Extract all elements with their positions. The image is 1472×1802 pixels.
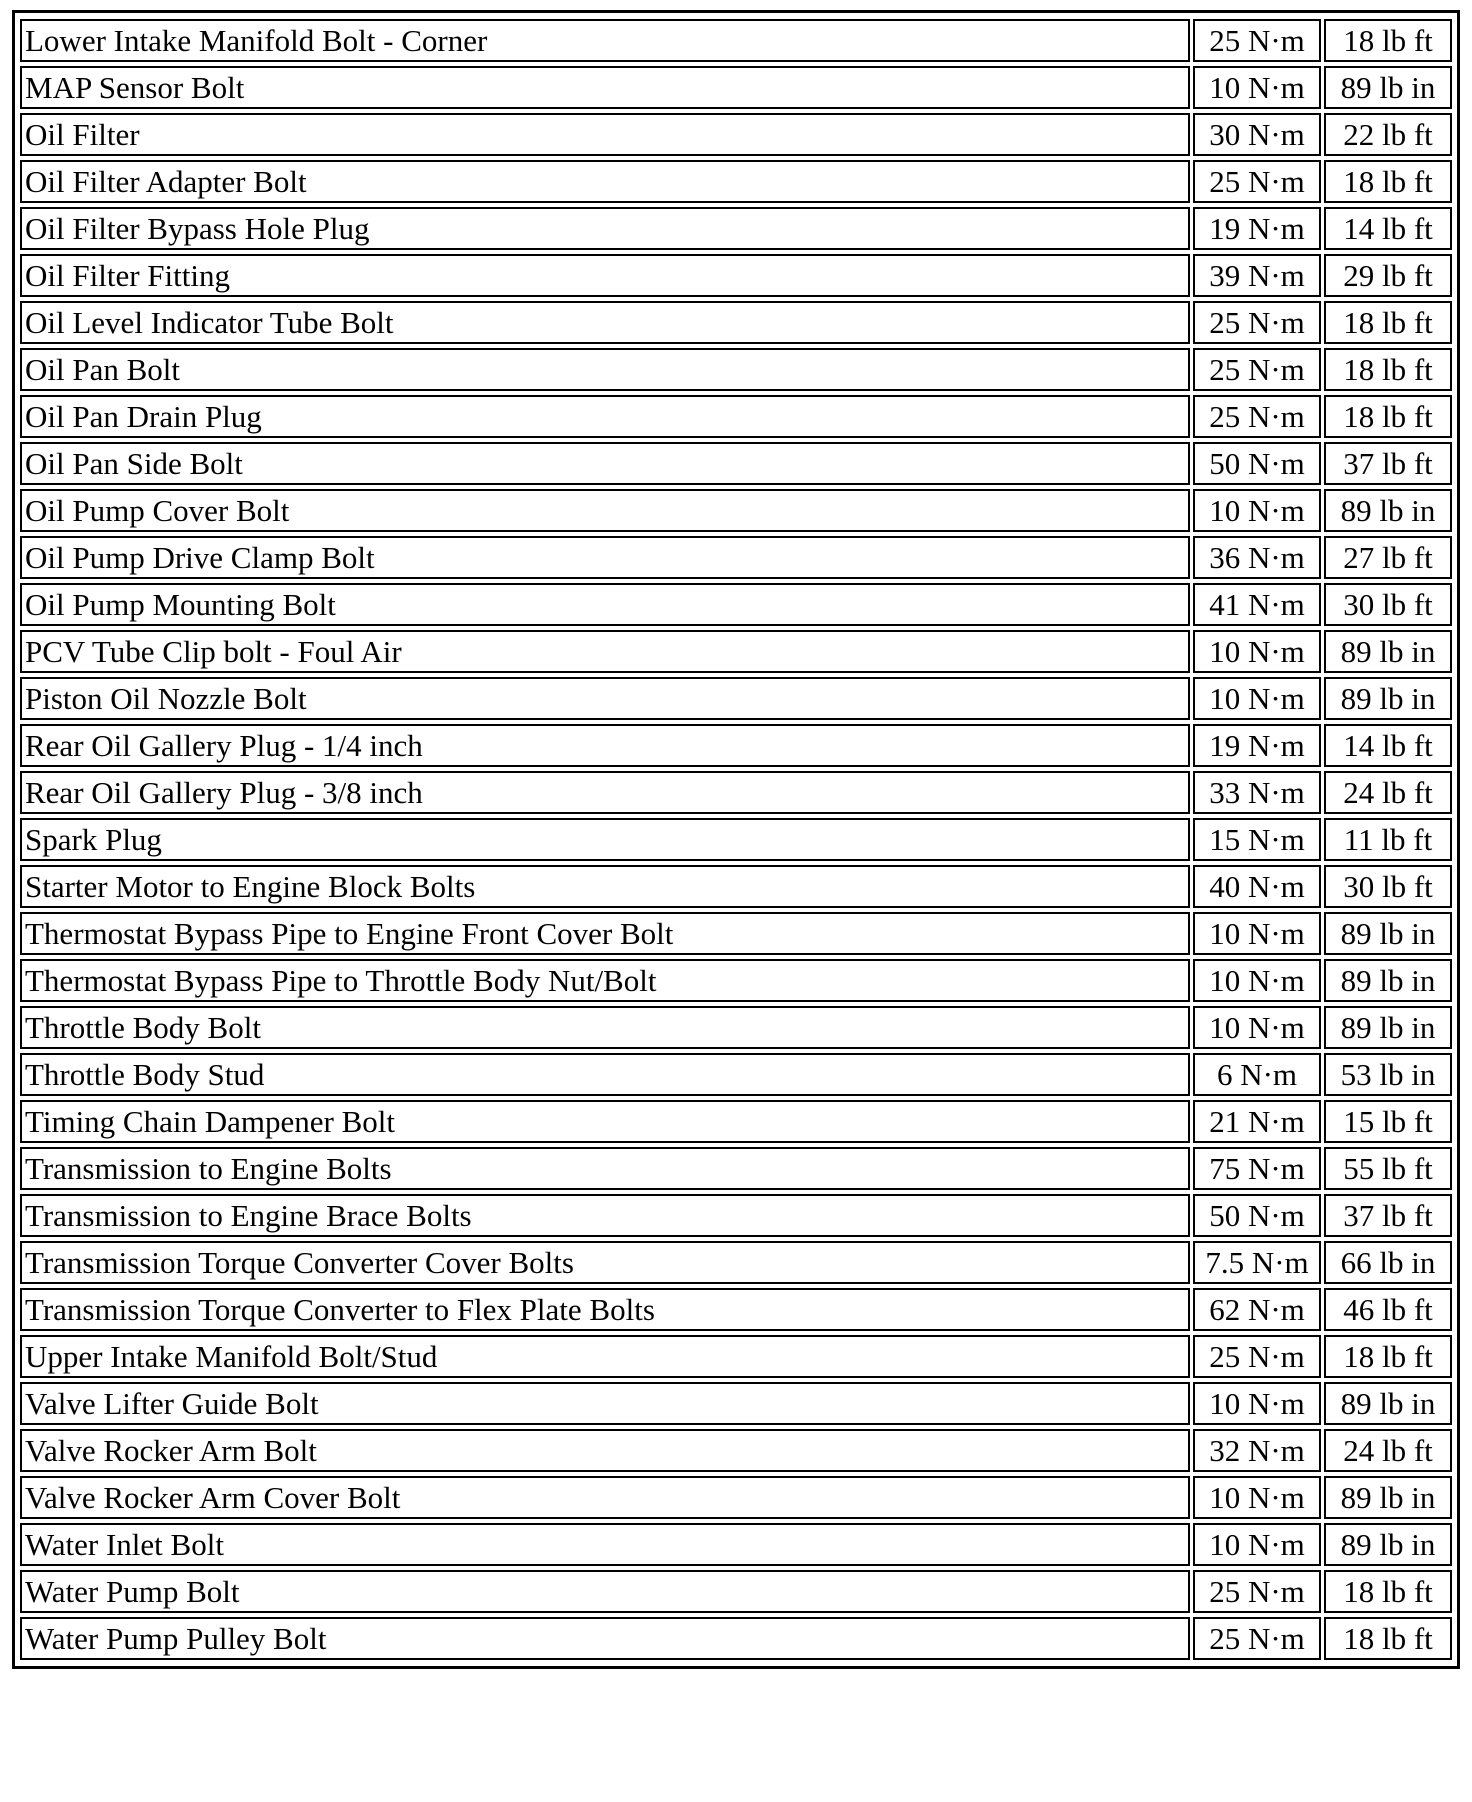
component-cell: Oil Filter Adapter Bolt <box>20 160 1190 203</box>
component-cell: Rear Oil Gallery Plug - 3/8 inch <box>20 771 1190 814</box>
component-cell: Water Pump Pulley Bolt <box>20 1617 1190 1660</box>
english-torque-cell: 89 lb in <box>1324 66 1452 109</box>
metric-torque-cell: 25 N·m <box>1193 348 1321 391</box>
metric-torque-cell: 40 N·m <box>1193 865 1321 908</box>
english-torque-cell: 55 lb ft <box>1324 1147 1452 1190</box>
component-cell: Oil Pan Bolt <box>20 348 1190 391</box>
table-row <box>20 19 1452 62</box>
english-torque-cell: 24 lb ft <box>1324 1429 1452 1472</box>
table-row <box>20 865 1452 908</box>
english-torque-cell: 89 lb in <box>1324 1476 1452 1519</box>
english-torque-cell: 14 lb ft <box>1324 724 1452 767</box>
metric-torque-cell: 19 N·m <box>1193 724 1321 767</box>
metric-torque-cell: 19 N·m <box>1193 207 1321 250</box>
metric-torque-cell: 50 N·m <box>1193 442 1321 485</box>
component-cell: Oil Pan Side Bolt <box>20 442 1190 485</box>
component-cell: Starter Motor to Engine Block Bolts <box>20 865 1190 908</box>
table-row <box>20 1476 1452 1519</box>
component-cell: Spark Plug <box>20 818 1190 861</box>
metric-torque-cell: 21 N·m <box>1193 1100 1321 1143</box>
metric-torque-cell: 7.5 N·m <box>1193 1241 1321 1284</box>
metric-torque-cell: 10 N·m <box>1193 66 1321 109</box>
metric-torque-cell: 10 N·m <box>1193 1382 1321 1425</box>
component-cell: Thermostat Bypass Pipe to Throttle Body Nut/Bolt <box>20 959 1190 1002</box>
metric-torque-cell: 25 N·m <box>1193 19 1321 62</box>
table-row <box>20 1194 1452 1237</box>
component-cell: Oil Pump Drive Clamp Bolt <box>20 536 1190 579</box>
component-cell: Throttle Body Stud <box>20 1053 1190 1096</box>
component-cell: Valve Rocker Arm Bolt <box>20 1429 1190 1472</box>
component-cell: Transmission to Engine Brace Bolts <box>20 1194 1190 1237</box>
table-row <box>20 724 1452 767</box>
metric-torque-cell: 15 N·m <box>1193 818 1321 861</box>
table-row <box>20 536 1452 579</box>
english-torque-cell: 18 lb ft <box>1324 395 1452 438</box>
table-row <box>20 1335 1452 1378</box>
component-cell: PCV Tube Clip bolt - Foul Air <box>20 630 1190 673</box>
metric-torque-cell: 10 N·m <box>1193 1523 1321 1566</box>
metric-torque-cell: 32 N·m <box>1193 1429 1321 1472</box>
table-row <box>20 348 1452 391</box>
table-row <box>20 66 1452 109</box>
metric-torque-cell: 30 N·m <box>1193 113 1321 156</box>
english-torque-cell: 89 lb in <box>1324 912 1452 955</box>
table-row <box>20 1006 1452 1049</box>
table-row <box>20 489 1452 532</box>
component-cell: Oil Pump Mounting Bolt <box>20 583 1190 626</box>
metric-torque-cell: 10 N·m <box>1193 912 1321 955</box>
english-torque-cell: 66 lb in <box>1324 1241 1452 1284</box>
table-row <box>20 207 1452 250</box>
metric-torque-cell: 25 N·m <box>1193 395 1321 438</box>
torque-table <box>17 15 1455 1664</box>
english-torque-cell: 89 lb in <box>1324 489 1452 532</box>
table-row <box>20 1100 1452 1143</box>
component-cell: Transmission Torque Converter to Flex Plate Bolts <box>20 1288 1190 1331</box>
table-row <box>20 113 1452 156</box>
table-row <box>20 1570 1452 1613</box>
component-cell: Water Inlet Bolt <box>20 1523 1190 1566</box>
english-torque-cell: 29 lb ft <box>1324 254 1452 297</box>
metric-torque-cell: 10 N·m <box>1193 1006 1321 1049</box>
english-torque-cell: 18 lb ft <box>1324 1570 1452 1613</box>
metric-torque-cell: 25 N·m <box>1193 1570 1321 1613</box>
table-row <box>20 677 1452 720</box>
table-row <box>20 630 1452 673</box>
english-torque-cell: 37 lb ft <box>1324 442 1452 485</box>
table-row <box>20 442 1452 485</box>
metric-torque-cell: 39 N·m <box>1193 254 1321 297</box>
component-cell: Timing Chain Dampener Bolt <box>20 1100 1190 1143</box>
english-torque-cell: 37 lb ft <box>1324 1194 1452 1237</box>
table-row <box>20 1382 1452 1425</box>
table-row <box>20 583 1452 626</box>
english-torque-cell: 89 lb in <box>1324 677 1452 720</box>
english-torque-cell: 89 lb in <box>1324 1006 1452 1049</box>
component-cell: Upper Intake Manifold Bolt/Stud <box>20 1335 1190 1378</box>
component-cell: Lower Intake Manifold Bolt - Corner <box>20 19 1190 62</box>
metric-torque-cell: 75 N·m <box>1193 1147 1321 1190</box>
table-row <box>20 1617 1452 1660</box>
english-torque-cell: 89 lb in <box>1324 1382 1452 1425</box>
table-row <box>20 1241 1452 1284</box>
metric-torque-cell: 10 N·m <box>1193 1476 1321 1519</box>
metric-torque-cell: 10 N·m <box>1193 489 1321 532</box>
table-row <box>20 395 1452 438</box>
english-torque-cell: 24 lb ft <box>1324 771 1452 814</box>
english-torque-cell: 18 lb ft <box>1324 348 1452 391</box>
english-torque-cell: 89 lb in <box>1324 630 1452 673</box>
table-row <box>20 771 1452 814</box>
table-row <box>20 1288 1452 1331</box>
component-cell: Throttle Body Bolt <box>20 1006 1190 1049</box>
component-cell: Water Pump Bolt <box>20 1570 1190 1613</box>
table-row <box>20 1147 1452 1190</box>
english-torque-cell: 15 lb ft <box>1324 1100 1452 1143</box>
metric-torque-cell: 25 N·m <box>1193 1617 1321 1660</box>
table-row <box>20 1053 1452 1096</box>
component-cell: Valve Rocker Arm Cover Bolt <box>20 1476 1190 1519</box>
english-torque-cell: 18 lb ft <box>1324 301 1452 344</box>
component-cell: Oil Filter Fitting <box>20 254 1190 297</box>
english-torque-cell: 46 lb ft <box>1324 1288 1452 1331</box>
component-cell: Piston Oil Nozzle Bolt <box>20 677 1190 720</box>
english-torque-cell: 18 lb ft <box>1324 19 1452 62</box>
component-cell: Oil Pump Cover Bolt <box>20 489 1190 532</box>
table-body <box>20 19 1452 1660</box>
metric-torque-cell: 10 N·m <box>1193 677 1321 720</box>
component-cell: Transmission to Engine Bolts <box>20 1147 1190 1190</box>
metric-torque-cell: 25 N·m <box>1193 1335 1321 1378</box>
component-cell: Oil Filter <box>20 113 1190 156</box>
metric-torque-cell: 36 N·m <box>1193 536 1321 579</box>
english-torque-cell: 30 lb ft <box>1324 583 1452 626</box>
metric-torque-cell: 10 N·m <box>1193 630 1321 673</box>
metric-torque-cell: 62 N·m <box>1193 1288 1321 1331</box>
metric-torque-cell: 6 N·m <box>1193 1053 1321 1096</box>
english-torque-cell: 53 lb in <box>1324 1053 1452 1096</box>
metric-torque-cell: 10 N·m <box>1193 959 1321 1002</box>
metric-torque-cell: 25 N·m <box>1193 160 1321 203</box>
component-cell: Valve Lifter Guide Bolt <box>20 1382 1190 1425</box>
component-cell: Thermostat Bypass Pipe to Engine Front Cover Bolt <box>20 912 1190 955</box>
english-torque-cell: 11 lb ft <box>1324 818 1452 861</box>
table-row <box>20 959 1452 1002</box>
metric-torque-cell: 25 N·m <box>1193 301 1321 344</box>
english-torque-cell: 30 lb ft <box>1324 865 1452 908</box>
component-cell: Rear Oil Gallery Plug - 1/4 inch <box>20 724 1190 767</box>
table-row <box>20 254 1452 297</box>
component-cell: MAP Sensor Bolt <box>20 66 1190 109</box>
english-torque-cell: 22 lb ft <box>1324 113 1452 156</box>
table-row <box>20 818 1452 861</box>
component-cell: Transmission Torque Converter Cover Bolts <box>20 1241 1190 1284</box>
metric-torque-cell: 33 N·m <box>1193 771 1321 814</box>
english-torque-cell: 89 lb in <box>1324 959 1452 1002</box>
table-row <box>20 160 1452 203</box>
table-row <box>20 1429 1452 1472</box>
english-torque-cell: 89 lb in <box>1324 1523 1452 1566</box>
english-torque-cell: 18 lb ft <box>1324 160 1452 203</box>
english-torque-cell: 14 lb ft <box>1324 207 1452 250</box>
english-torque-cell: 18 lb ft <box>1324 1617 1452 1660</box>
table-row <box>20 912 1452 955</box>
component-cell: Oil Pan Drain Plug <box>20 395 1190 438</box>
torque-spec-table <box>12 10 1460 1669</box>
english-torque-cell: 18 lb ft <box>1324 1335 1452 1378</box>
component-cell: Oil Level Indicator Tube Bolt <box>20 301 1190 344</box>
component-cell: Oil Filter Bypass Hole Plug <box>20 207 1190 250</box>
metric-torque-cell: 50 N·m <box>1193 1194 1321 1237</box>
table-row <box>20 1523 1452 1566</box>
table-row <box>20 301 1452 344</box>
metric-torque-cell: 41 N·m <box>1193 583 1321 626</box>
english-torque-cell: 27 lb ft <box>1324 536 1452 579</box>
